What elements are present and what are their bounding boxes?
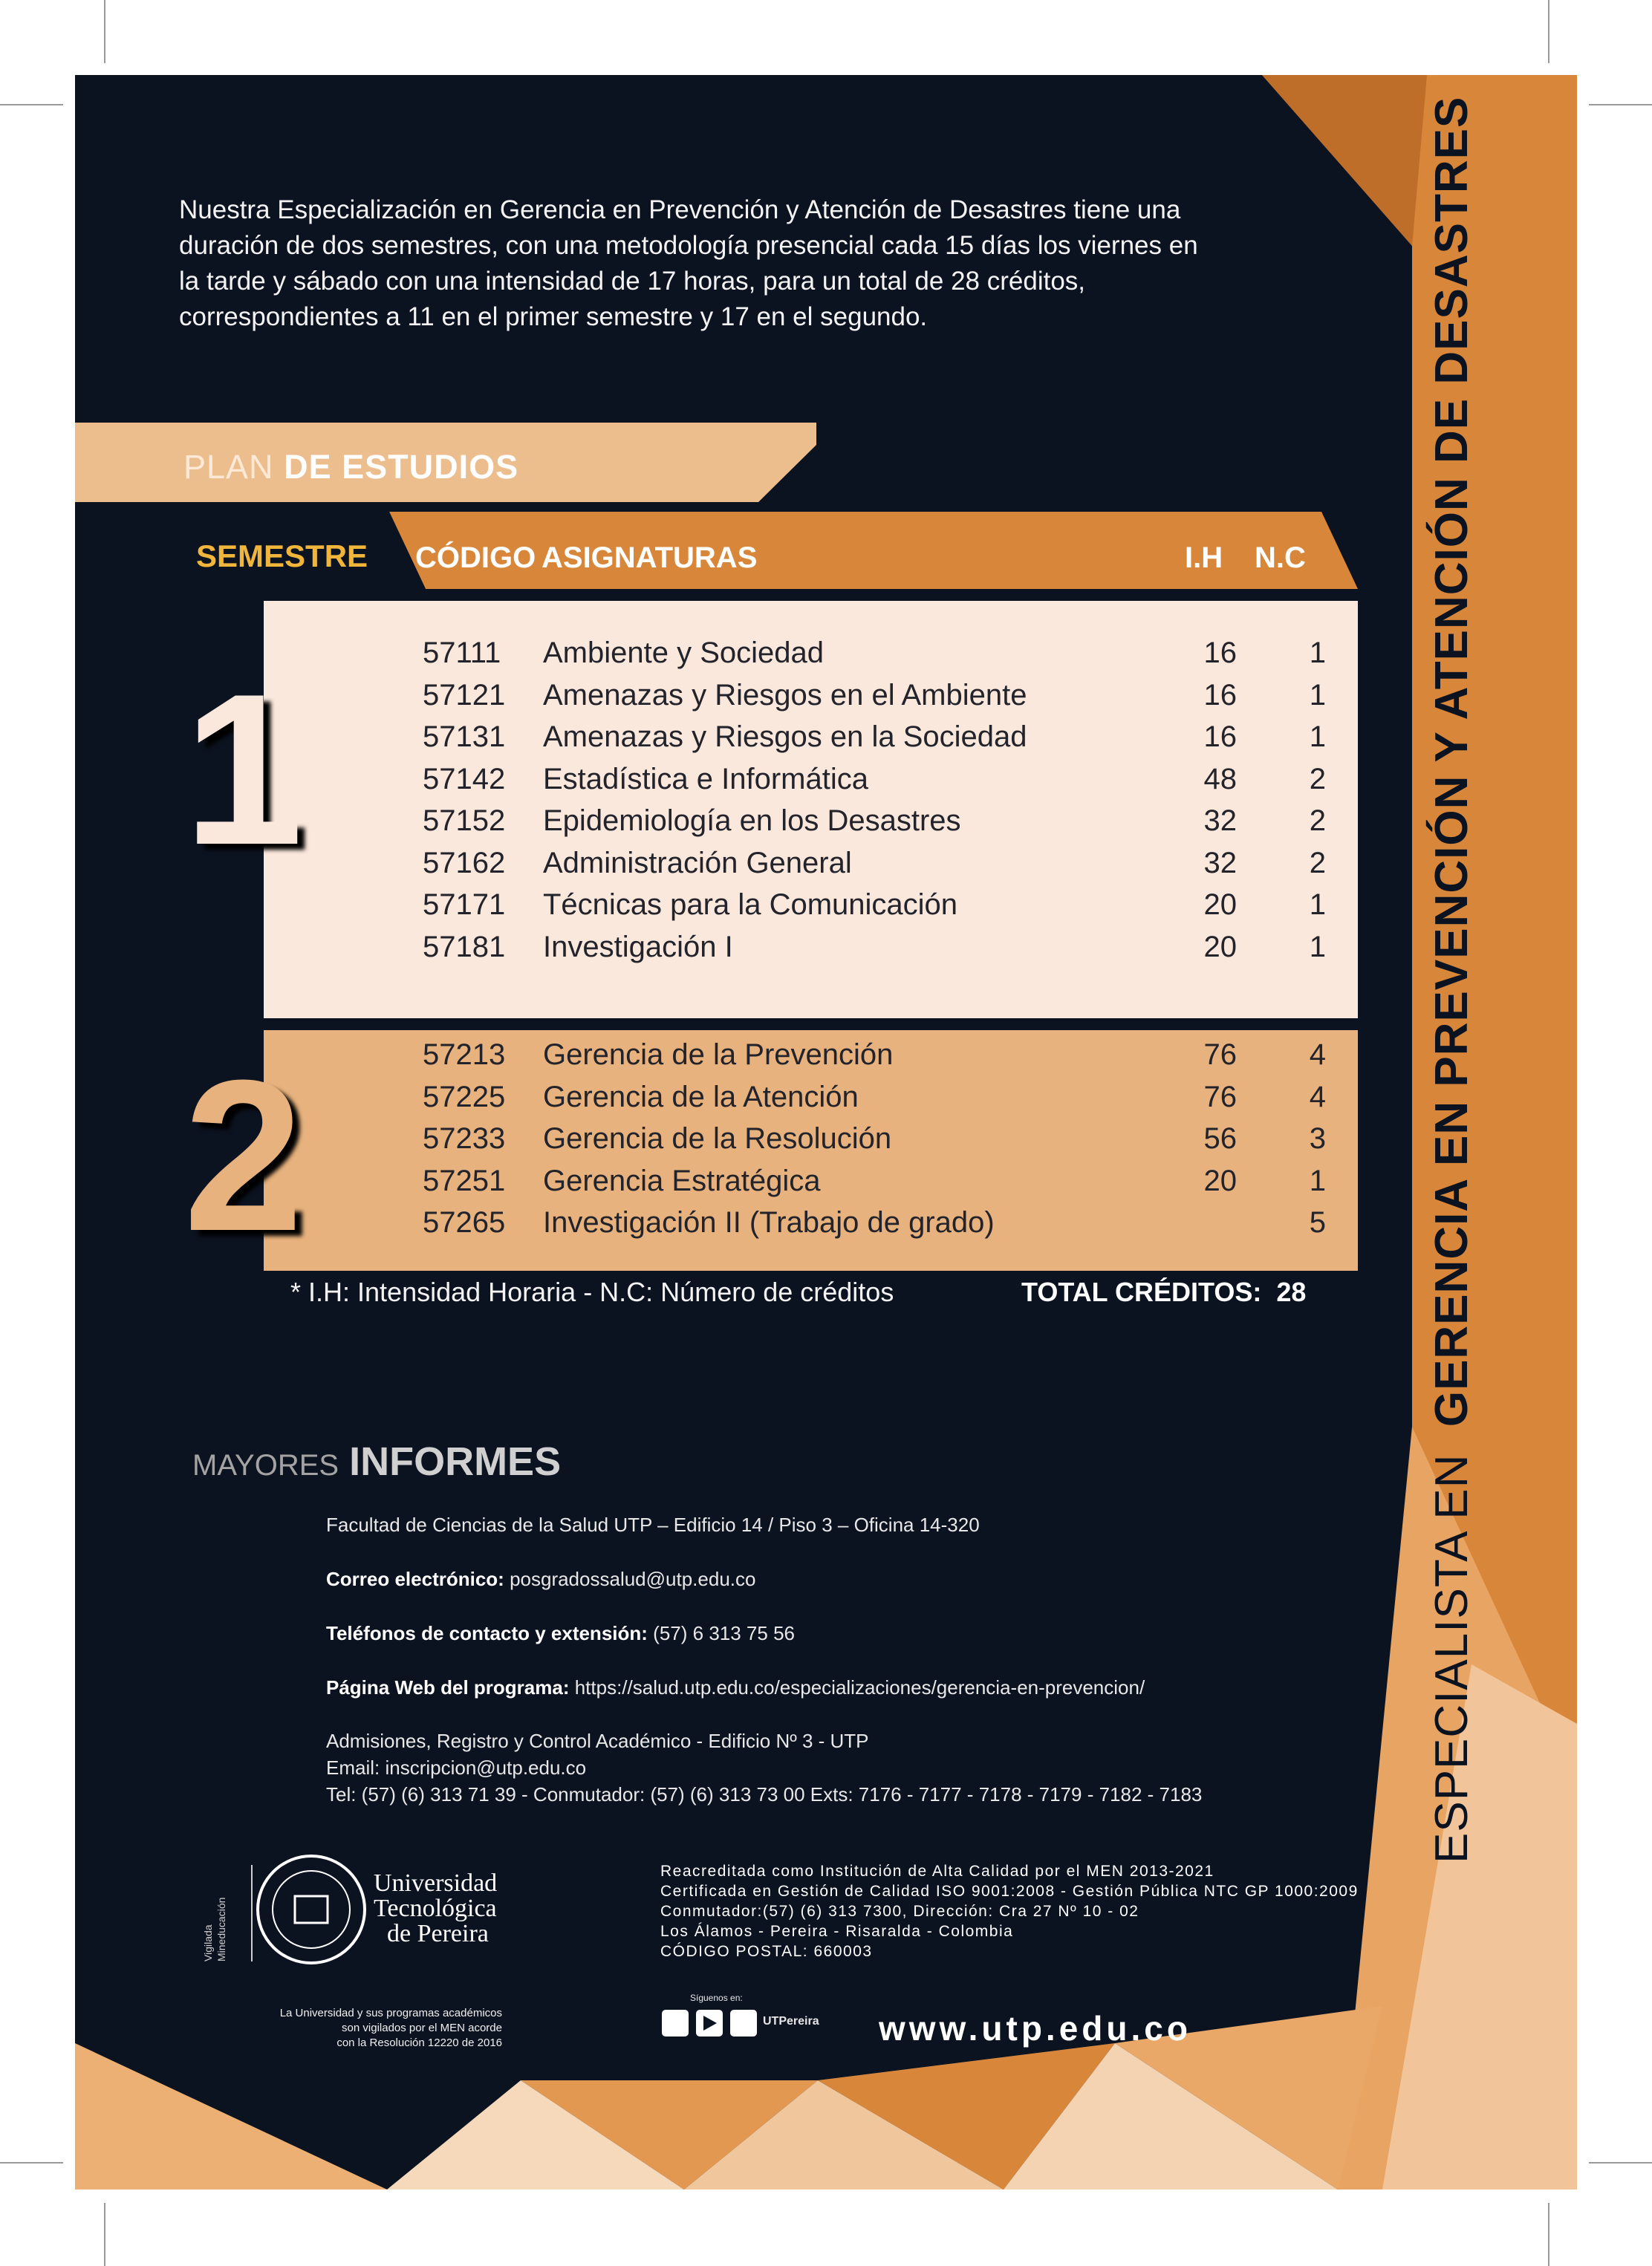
course-code: 57111	[423, 637, 501, 669]
course-ih: 16	[1203, 637, 1237, 669]
facebook-icon	[730, 2010, 757, 2037]
semester1-number: 1	[183, 649, 304, 890]
admisiones-line: Admisiones, Registro y Control Académico - Edificio Nº 3 - UTP	[326, 1730, 869, 1752]
course-code: 57181	[423, 930, 506, 963]
course-nc: 4	[1309, 1038, 1326, 1071]
course-ih: 20	[1203, 1164, 1237, 1197]
course-name: Investigación I	[543, 930, 733, 963]
course-nc: 1	[1309, 888, 1326, 921]
asignaturas-header: ASIGNATURAS	[542, 541, 758, 574]
brochure-panel	[75, 75, 1577, 2190]
course-row	[75, 931, 1577, 972]
course-ih: 16	[1203, 720, 1237, 753]
web-line: Página Web del programa: https://salud.utp.edu.co/especializaciones/gerencia-en-prevencion/	[326, 1676, 1145, 1699]
telefono-line: Teléfonos de contacto y extensión: (57) 6 313 75 56	[326, 1622, 795, 1644]
correo-link[interactable]: posgradossalud@utp.edu.co	[510, 1568, 756, 1590]
university-seal-icon	[258, 1856, 365, 1963]
semester2-number: 2	[183, 1035, 304, 1276]
course-row	[75, 763, 1577, 804]
course-code: 57131	[423, 720, 506, 753]
course-row	[75, 1206, 1577, 1248]
crop-mark	[1548, 0, 1549, 63]
course-name: Epidemiología en los Desastres	[543, 804, 961, 837]
course-ih: 56	[1203, 1122, 1237, 1155]
course-ih: 48	[1203, 762, 1237, 795]
course-name: Investigación II (Trabajo de grado)	[543, 1206, 995, 1239]
course-name: Gerencia de la Atención	[543, 1080, 859, 1113]
correo-line: Correo electrónico: posgradossalud@utp.edu.co	[326, 1568, 756, 1590]
course-name: Administración General	[543, 846, 852, 879]
crop-mark	[104, 0, 105, 63]
vigilancia-text: La Universidad y sus programas académicos son vigilados por el MEN acorde con la Resolución 12220 de 2016	[279, 2007, 502, 2049]
course-row	[75, 1165, 1577, 1206]
course-name: Técnicas para la Comunicación	[543, 888, 958, 921]
course-row	[75, 637, 1577, 678]
course-code: 57162	[423, 846, 506, 879]
course-nc: 3	[1309, 1122, 1326, 1155]
course-row	[75, 1081, 1577, 1122]
ih-header: I.H	[1185, 541, 1223, 574]
mayores-informes-title: MAYORES INFORMES	[192, 1439, 562, 1484]
web-link[interactable]: https://salud.utp.edu.co/especializaciones/gerencia-en-prevencion/	[574, 1676, 1145, 1699]
course-name: Amenazas y Riesgos en la Sociedad	[543, 720, 1027, 753]
footnote: * I.H: Intensidad Horaria - N.C: Número de créditos	[290, 1277, 894, 1307]
course-code: 57225	[423, 1080, 506, 1113]
course-ih: 76	[1203, 1038, 1237, 1071]
total-credits: TOTAL CRÉDITOS: 28	[1021, 1277, 1307, 1307]
course-name: Ambiente y Sociedad	[543, 637, 825, 669]
course-row	[75, 847, 1577, 888]
course-code: 57233	[423, 1122, 506, 1155]
course-name: Estadística e Informática	[543, 762, 868, 795]
course-code: 57152	[423, 804, 506, 837]
course-row	[75, 1122, 1577, 1164]
course-nc: 5	[1309, 1206, 1326, 1239]
plan-title: PLAN DE ESTUDIOS	[183, 448, 519, 486]
website-link[interactable]: www.utp.edu.co	[879, 2009, 1191, 2048]
course-name: Gerencia Estratégica	[543, 1164, 821, 1197]
course-row	[75, 804, 1577, 846]
crop-mark	[1589, 2162, 1652, 2164]
course-code: 57142	[423, 762, 506, 795]
course-nc: 1	[1309, 637, 1326, 669]
twitter-icon	[662, 2010, 689, 2037]
course-code: 57121	[423, 678, 506, 712]
course-name: Gerencia de la Resolución	[543, 1122, 892, 1155]
tel-line: Tel: (57) (6) 313 71 39 - Conmutador: (57) (6) 313 73 00 Exts: 7176 - 7177 - 7178 - 7179 - 7182 - 7183	[326, 1783, 1203, 1806]
crop-mark	[1548, 2203, 1549, 2266]
course-code: 57213	[423, 1038, 506, 1071]
course-code: 57265	[423, 1206, 506, 1239]
university-name: Universidad Tecnológica de Pereira	[374, 1869, 498, 1947]
course-ih: 32	[1203, 804, 1237, 837]
vertical-title: ESPECIALISTA EN GERENCIA EN PREVENCIÓN Y ATENCIÓN DE DESASTRES	[1426, 96, 1477, 1863]
course-ih: 76	[1203, 1080, 1237, 1113]
course-code: 57251	[423, 1164, 506, 1197]
course-ih: 20	[1203, 930, 1237, 963]
course-row	[75, 679, 1577, 720]
course-nc: 2	[1309, 804, 1326, 837]
course-name: Amenazas y Riesgos en el Ambiente	[543, 678, 1027, 712]
course-row	[75, 1038, 1577, 1080]
course-nc: 1	[1309, 720, 1326, 753]
course-nc: 4	[1309, 1080, 1326, 1113]
course-nc: 1	[1309, 1164, 1326, 1197]
course-row	[75, 720, 1577, 762]
bottom-triangle	[75, 2043, 387, 2190]
vigilada-label: Vigilada Mineducación	[202, 1897, 227, 1961]
course-ih: 16	[1203, 678, 1237, 712]
course-name: Gerencia de la Prevención	[543, 1038, 894, 1071]
codigo-header: CÓDIGO	[415, 541, 536, 574]
orange-fold-shape	[1262, 75, 1427, 246]
semestre-header: SEMESTRE	[196, 538, 368, 573]
social-handle[interactable]: UTPereira	[763, 2015, 819, 2028]
nc-header: N.C	[1255, 541, 1306, 574]
crop-mark	[0, 2162, 63, 2164]
email-line: Email: inscripcion@utp.edu.co	[326, 1757, 587, 1779]
course-code: 57171	[423, 888, 506, 921]
course-row	[75, 888, 1577, 930]
course-ih: 20	[1203, 888, 1237, 921]
facultad-line: Facultad de Ciencias de la Salud UTP – Edificio 14 / Piso 3 – Oficina 14-320	[326, 1514, 980, 1536]
course-nc: 2	[1309, 846, 1326, 879]
accreditation-block: Reacreditada como Institución de Alta Calidad por el MEN 2013-2021 Certificada en Gestión de Calidad ISO 9001:2008 - Gestión Pública NTC GP 1000:2009 Conmutador:(57) (6) 313 7300, Dirección: Cra 27 Nº 10 - 02 Los Álamos - Pereira - Risaralda - Colombia CÓDIGO POSTAL: 660003	[660, 1863, 1359, 1960]
course-ih: 32	[1203, 846, 1237, 879]
course-nc: 1	[1309, 678, 1326, 712]
intro-paragraph: Nuestra Especialización en Gerencia en Prevención y Atención de Desastres tiene una duración de dos semestres, con una metodología presencial cada 15 días los viernes en la tarde y sábado con una intensidad de 17 horas, para un total de 28 créditos, correspondientes a 11 en el primer semestre y 17 en el segundo.	[179, 195, 1198, 331]
siguenos-label: Síguenos en:	[690, 1993, 743, 2003]
crop-mark	[104, 2203, 105, 2266]
crop-mark	[1589, 104, 1652, 105]
crop-mark	[0, 104, 63, 105]
course-nc: 1	[1309, 930, 1326, 963]
course-nc: 2	[1309, 762, 1326, 795]
